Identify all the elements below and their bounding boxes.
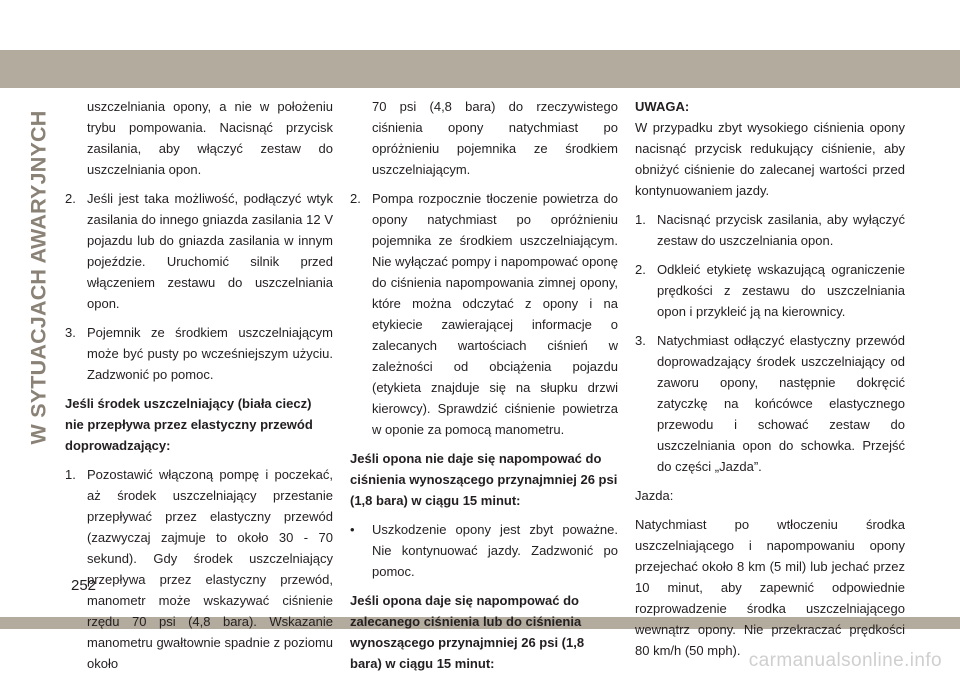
note-text: W przypadku zbyt wysokiego ciśnienia opony nacisnąć przycisk redukujący ciśnienie, aby obniżyć ciśnienie do zalecanej wartości przed kontynuowaniem jazdy.: [635, 120, 905, 198]
bullet-item-text: Uszkodzenie opony jest zbyt poważne. Nie kontynuować jazdy. Zadzwonić po pomoc.: [372, 522, 618, 579]
bullet-marker: •: [350, 522, 355, 537]
list-item: [350, 188, 618, 440]
page-number: 252: [71, 577, 97, 594]
list-marker: 3.: [635, 333, 646, 348]
sub-heading: Jazda:: [635, 488, 674, 503]
section-heading: Jeśli środek uszczelniający (biała ciecz) nie przepływa przez elastyczny przewód doprowadzający:: [65, 396, 313, 453]
text-column-1: [65, 96, 333, 682]
list-marker: 2.: [350, 191, 361, 206]
list-marker: 1.: [65, 467, 76, 482]
note-heading: UWAGA:: [635, 99, 690, 114]
list-item-text: Odkleić etykietę wskazującą ograniczenie prędkości z zestawu do uszczelniania opon i przykleić ją na kierownicy.: [657, 262, 905, 319]
header-band: [0, 50, 960, 88]
list-marker: 1.: [635, 212, 646, 227]
bullet-item: [350, 519, 618, 582]
text-column-3: [635, 96, 905, 669]
continued-paragraph: uszczelniania opony, a nie w położeniu trybu pompowania. Nacisnąć przycisk zasilania, aby włączyć zestaw do uszczelniania opon.: [87, 99, 333, 177]
list-item-text: Pojemnik ze środkiem uszczelniającym może być pusty po wcześniejszym użyciu. Zadzwonić po pomoc.: [87, 325, 333, 382]
list-item: [65, 322, 333, 385]
list-item-text: Nacisnąć przycisk zasilania, aby wyłączyć zestaw do uszczelniania opon.: [657, 212, 905, 248]
side-section-title: [20, 92, 58, 462]
continued-paragraph: 70 psi (4,8 bara) do rzeczywistego ciśnienia opony natychmiast po opróżnieniu pojemnika ze środkiem uszczelniającym.: [372, 99, 618, 177]
list-item-text: Pompa rozpocznie tłoczenie powietrza do opony natychmiast po opróżnieniu pojemnika ze środkiem uszczelniającym. Nie wyłączać pompy i napompować oponę do ciśnienia napompowania zimnej opony, które można odczytać z opony i na etykiecie zawierającej informacje o zalecanych wartościach ciśnień w zależności od obciążenia pojazdu (etykieta znajduje się na słupku drzwi kierowcy). Sprawdzić ciśnienie powietrza w oponie za pomocą manometru.: [372, 191, 618, 437]
text-column-2: [350, 96, 618, 682]
list-item-text: Pozostawić włączoną pompę i poczekać, aż środek uszczelniający przestanie przepływać przez elastyczny przewód (zazwyczaj zajmuje to około 30 - 70 sekund). Gdy środek uszczelniający przepływa przez elastyczny przewód, manometr może wskazywać ciśnienie rzędu 70 psi (4,8 bara). Wskazanie manometru gwałtownie spadnie z poziomu około: [87, 467, 333, 671]
side-section-title-text: W SYTUACJACH AWARYJNYCH: [26, 110, 51, 444]
section-heading: Jeśli opona nie daje się napompować do ciśnienia wynoszącego przynajmniej 26 psi (1,8 bara) w ciągu 15 minut:: [350, 451, 618, 508]
list-marker: 3.: [65, 325, 76, 340]
list-marker: 2.: [65, 191, 76, 206]
list-marker: 2.: [635, 262, 646, 277]
section-heading: Jeśli opona daje się napompować do zalecanego ciśnienia lub do ciśnienia wynoszącego przynajmniej 26 psi (1,8 bara) w ciągu 15 minut:: [350, 593, 585, 671]
watermark-text: carmanualsonline.info: [748, 650, 942, 671]
list-item: [65, 464, 333, 674]
list-item-text: Natychmiast odłączyć elastyczny przewód doprowadzający środek uszczelniający od zaworu opony, następnie dokręcić zatyczkę na końcówce elastycznego przewodu i schować zestaw do uszczelniania opon do schowka. Przejść do części „Jazda”.: [657, 333, 905, 474]
list-item-text: Jeśli jest taka możliwość, podłączyć wtyk zasilania do innego gniazda zasilania 12 V pojazdu lub do gniazda zasilania w innym pojeździe. Uruchomić silnik przed włączeniem zestawu do uszczelniania opon.: [87, 191, 333, 311]
list-item: [65, 188, 333, 314]
list-item: [635, 209, 905, 251]
list-item: [635, 259, 905, 322]
list-item: [635, 330, 905, 477]
body-paragraph: Natychmiast po wtłoczeniu środka uszczelniającego i napompowaniu opony przejechać około 8 km (5 mil) lub jechać przez 10 minut, aby zapewnić odpowiednie rozprowadzenie środka uszczelniającego wewnątrz opony. Nie przekraczać prędkości 80 km/h (50 mph).: [635, 517, 905, 658]
